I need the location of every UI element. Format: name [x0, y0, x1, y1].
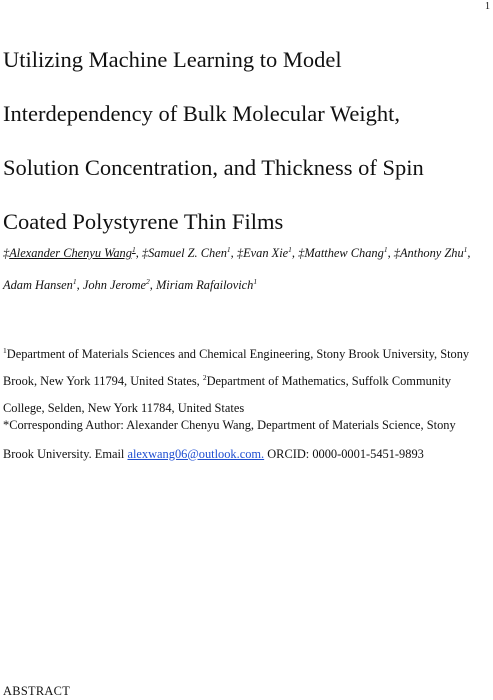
page-number: 1 [485, 1, 490, 12]
author-affiliation-mark: 1 [131, 245, 136, 254]
author-entry: John Jerome$^2$, [82, 276, 156, 292]
affiliation-line: $^1$Department of Materials Sciences and Chemical Engineering, Stony Brook University, Stony [3, 346, 470, 361]
affiliation-line: Brook, New York 11794, United States, $^2$Department of Mathematics, Suffolk Community [3, 373, 452, 388]
affiliation-mark: 2 [202, 373, 207, 382]
author-name: Miriam Rafailovich [155, 277, 254, 292]
affiliation-mark: 1 [3, 346, 7, 355]
author-name: Adam Hansen [3, 277, 73, 292]
corresponding-line: *Corresponding Author: Alexander Chenyu Wang, Department of Materials Science, Stony [3, 418, 456, 432]
title-line: Interdependency of Bulk Molecular Weight, [3, 101, 401, 126]
title-line: Solution Concentration, and Thickness of Spin [3, 155, 424, 180]
author-entry: ‡Alexander Chenyu Wang$^1$, [3, 245, 142, 260]
author-affiliation-mark: 1 [288, 245, 292, 254]
title-line: Coated Polystyrene Thin Films [3, 209, 284, 234]
affiliation-line: College, Selden, New York 11784, United States [3, 401, 245, 415]
author-line [3, 270, 491, 302]
author-name: Matthew Chang [304, 246, 384, 260]
author-list [3, 238, 491, 301]
author-affiliation-mark: 2 [146, 276, 150, 286]
author-name: Samuel Z. Chen [148, 246, 227, 260]
author-name: Evan Xie [243, 246, 289, 260]
author-entry: ‡Matthew Chang$^1$, [298, 245, 394, 260]
author-name: Alexander Chenyu Wang [9, 246, 132, 260]
author-affiliation-mark: 1 [383, 245, 388, 254]
corresponding-author [3, 411, 491, 468]
author-line [3, 238, 491, 270]
author-entry: ‡Evan Xie$^1$, [236, 245, 299, 260]
author-entry: Adam Hansen$^1$, [3, 276, 83, 292]
author-affiliation-mark: 1 [253, 276, 258, 286]
affiliations [3, 341, 491, 422]
author-entry [156, 278, 257, 292]
corresponding-line: Brook University. Email alexwang06@outlook.com. ORCID: 0000-0001-5451-9893 [3, 446, 424, 461]
author-entry: ‡Samuel Z. Chen$^1$, [141, 245, 237, 260]
author-name: Anthony Zhu [399, 246, 464, 260]
email-link[interactable]: alexwang06@outlook.com. [127, 446, 265, 461]
author-name: John Jerome [82, 277, 147, 292]
author-affiliation-mark: 1 [463, 245, 468, 254]
title-line: Utilizing Machine Learning to Model [3, 47, 342, 72]
author-affiliation-mark: 1 [72, 276, 77, 286]
paper-title [3, 33, 483, 249]
abstract-heading: ABSTRACT [3, 684, 71, 698]
author-entry: ‡Anthony Zhu$^1$, [393, 245, 471, 260]
author-affiliation-mark: 1 [226, 245, 231, 254]
